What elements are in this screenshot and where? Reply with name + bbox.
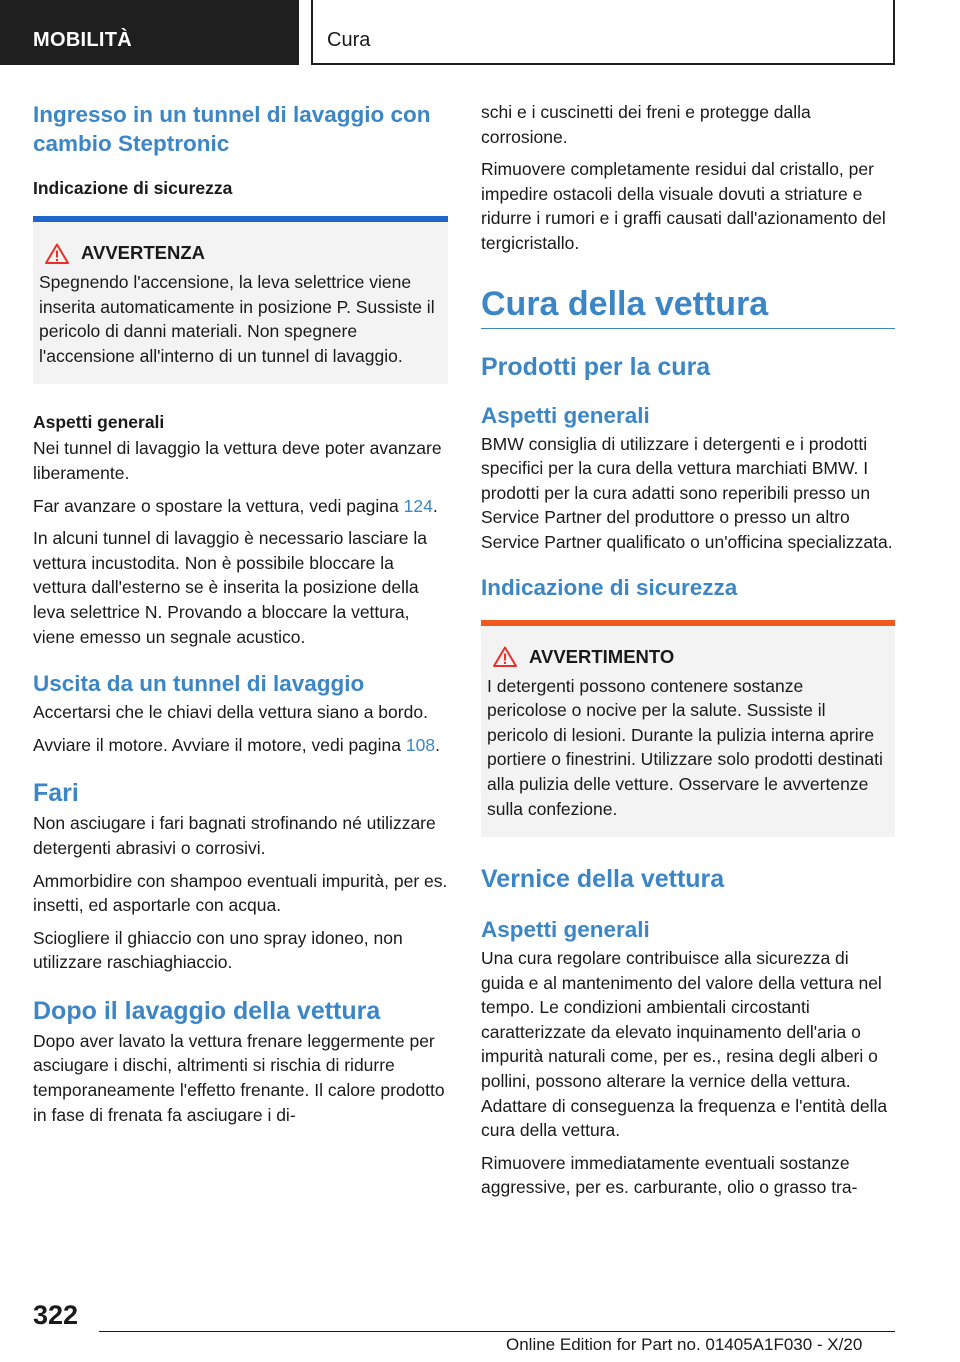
paragraph-text: Avviare il motore. Avviare il motore, vedi pagina [33,734,406,755]
heading-exit-tunnel: Uscita da un tunnel di lavaggio [33,671,365,697]
heading-fari: Fari [33,779,79,808]
warning-title-row [39,242,440,264]
paragraph-after-wash: Dopo aver lavato la vettura frenare leggermente per asciugare i dischi, altrimenti si rischia di ridurre temporaneamente l'effetto frenante. Il calore prodotto in fase di frenata fa asciugare i di- [33,1030,445,1125]
warning-triangle-icon [493,646,517,667]
paragraph-text: Far avanzare o spostare la vettura, vedi pagina [33,495,404,516]
paragraph-bmw-products: BMW consiglia di utilizzare i detergenti e i prodotti specifici per la cura della vettura marchiati BMW. I prodotti per la cura adatti sono reperibili presso un Service Partner del produttore o presso un altro Service Partner qualificato o un'officina specializzata. [481,433,893,552]
warning-box-avvertimento [481,620,895,838]
footer-divider [99,1331,895,1332]
general-label: Aspetti generali [33,412,165,433]
paragraph-move-vehicle [33,494,448,519]
warning-text: Spegnendo l'accensione, la leva selettrice viene inserita automaticamente in posizione P. Sussiste il pericolo di danni materiali. Non spegnere l'accensione all'interno di un tunnel di lavaggio. [39,272,435,366]
page-link-124[interactable]: 124 [403,495,433,516]
paragraph-keys: Accertarsi che le chiavi della vettura siano a bordo. [33,702,428,723]
warning-title: AVVERTIMENTO [529,645,675,667]
paragraph-paint-2: Rimuovere immediatamente eventuali sostanze aggressive, per es. carburante, olio o grasso tra- [481,1152,858,1198]
paragraph-start-engine [33,733,448,758]
topic-tab: Cura [311,0,895,65]
heading-safety: Indicazione di sicurezza [481,574,738,600]
warning-triangle-icon [45,243,69,264]
paragraph-continued-1: schi e i cuscinetti dei freni e protegge dalla corrosione. [481,102,811,147]
heading-tunnel-steptronic: Ingresso in un tunnel di lavaggio con cambio Steptronic [33,102,431,156]
paragraph-free-movement: Nei tunnel di lavaggio la vettura deve poter avanzare liberamente. [33,438,442,483]
paragraph-unattended: In alcuni tunnel di lavaggio è necessario lasciare la vettura incustodita. Non è possibile bloccare la vettura dall'esterno se è inserita la posizione della leva selettrice N. Provando a bloccare la vettura, viene emesso un segnale acustico. [33,528,427,647]
heading-cura-vettura: Cura della vettura [481,284,769,323]
paragraph-continued-2: Rimuovere completamente residui dal cristallo, per impedire ostacoli della visuale dovuti a striature e ridurre i rumori e i graffi causati dall'azionamento del tergicristallo. [481,159,886,253]
right-column [481,100,895,1208]
warning-box-avvertenza [33,216,448,384]
warning-title: AVVERTENZA [81,242,206,263]
safety-label: Indicazione di sicurezza [33,178,233,198]
paragraph-text: . [432,495,438,516]
page-link-108[interactable]: 108 [405,734,436,755]
section-tab: MOBILITÀ [0,0,299,65]
chapter-heading-rule [481,284,895,329]
heading-general-1: Aspetti generali [481,402,650,428]
paragraph-paint-1: Una cura regolare contribuisce alla sicurezza di guida e al mantenimento del valore della vettura nel tempo. Le condizioni ambientali circostanti caratterizzate da elevato inquinamento dell'aria o impurità naturali come, per es., resina degli alberi o pollini, possono alterare la vernice della vettura. Adattare di conseguenza la frequenza e l'entità della cura della vettura. [481,948,888,1141]
heading-general-2: Aspetti generali [481,917,650,943]
heading-prodotti: Prodotti per la cura [481,352,711,381]
paragraph-fari-3: Sciogliere il ghiaccio con uno spray idoneo, non utilizzare raschiaghiaccio. [33,927,403,973]
paragraph-text: . [435,734,440,755]
heading-after-wash: Dopo il lavaggio della vettura [33,996,381,1025]
paragraph-fari-1: Non asciugare i fari bagnati strofinando né utilizzare detergenti abrasivi o corrosivi. [33,813,436,858]
heading-vernice: Vernice della vettura [481,865,725,894]
page-number: 322 [33,1300,79,1330]
left-column [33,100,448,1135]
warning-title-row [487,646,887,668]
edition-note: Online Edition for Part no. 01405A1F030 - X/20 [506,1335,863,1354]
warning-text: I detergenti possono contenere sostanze pericolose o nocive per la salute. Sussiste il pericolo di lesioni. Durante la pulizia interna aprire portiere o finestrini. Utilizzare solo prodotti destinati alla pulizia delle vetture. Osservare le avvertenze sulla confezione. [487,675,883,819]
paragraph-fari-2: Ammorbidire con shampoo eventuali impurità, per es. insetti, ed asportarle con acqua. [33,870,448,916]
